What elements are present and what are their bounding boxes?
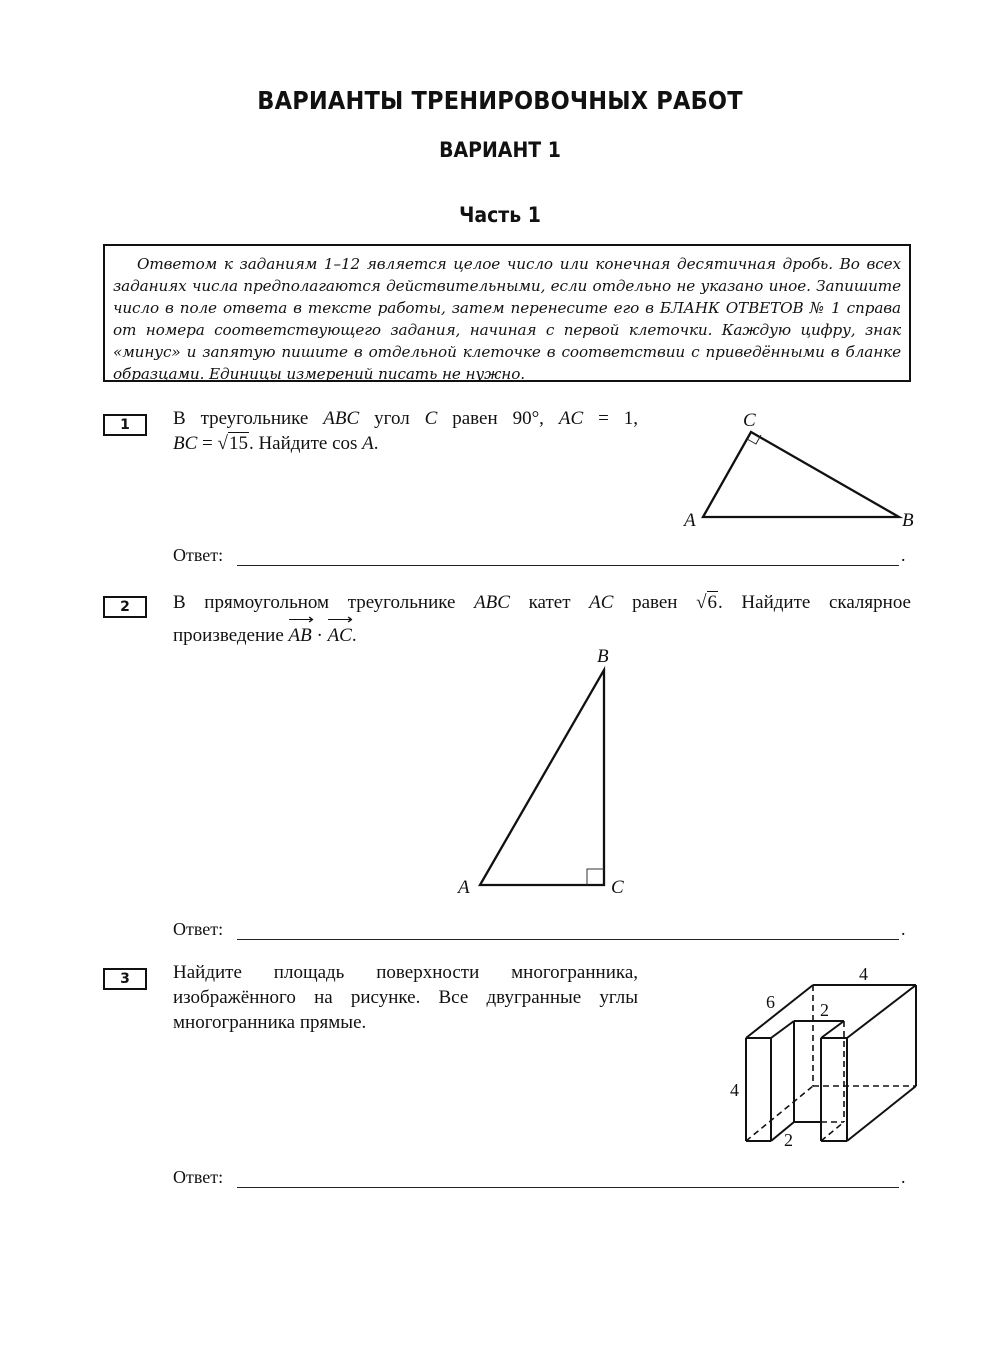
dim-label-height: 4 [730,1080,739,1100]
dim-label-depth: 6 [766,992,775,1012]
task-1-answer: Ответ: . [173,545,906,565]
vertex-label-c: C [611,877,624,898]
task-2-text: В прямоугольном треугольнике ABC катет AC равен √6. Найдите скалярное произведение ⟶ AB · ⟶ AC. [173,590,913,648]
answer-label: Ответ: [173,1167,224,1187]
vertex-label-b: B [597,646,609,667]
task-number-3: 3 [103,968,147,990]
variant-heading: ВАРИАНТ 1 [439,138,561,162]
vertex-label-a: A [458,877,470,898]
task-2-triangle-figure [440,640,640,900]
part-heading: Часть 1 [459,203,541,227]
task-1-triangle-figure [670,400,930,540]
answer-label: Ответ: [173,919,224,939]
task-number-1: 1 [103,414,147,436]
task-3-answer: Ответ: . [173,1167,906,1187]
answer-input-line-1[interactable] [237,565,899,566]
dim-label-slot-width: 2 [820,1000,829,1020]
task-3-polyhedron-figure [720,960,930,1150]
instructions-text: Ответом к заданиям 1–12 является целое число или конечная десятичная дробь. Во всех заданиях числа предполагаются действительными, если отдельно не указано иное. Запишите число в поле ответа в тексте работы, затем перенесите его в БЛАНК ОТВЕТОВ № 1 справа от номера соответствующего задания, начиная с первой клеточки. Каждую цифру, знак «минус» и запятую пишите в отдельной клеточке в соответствии с приведёнными в бланке образцами. Единицы измерений писать не нужно. [113,255,901,383]
answer-input-line-3[interactable] [237,1187,899,1188]
instructions-box [103,244,911,382]
vector-ab: ⟶ AB [289,623,312,648]
vertex-label-c: C [743,410,756,431]
vertex-label-a: A [684,510,696,531]
answer-input-line-2[interactable] [237,939,899,940]
dim-label-top-width: 4 [859,964,868,984]
answer-label: Ответ: [173,545,224,565]
task-number-2: 2 [103,596,147,618]
vertex-label-b: B [902,510,914,531]
page-title: ВАРИАНТЫ ТРЕНИРОВОЧНЫХ РАБОТ [257,86,743,115]
task-1-text: В треугольнике ABC угол C равен 90°, AC = 1, BC = √15. Найдите cos A. [173,408,638,454]
vector-ac: ⟶ AC [328,623,352,648]
task-3-text: Найдите площадь поверхности многогранника, изображённого на рисунке. Все двугранные углы многогранника прямые. [173,962,638,1033]
dim-label-slot-bottom: 2 [784,1130,793,1150]
task-2-answer: Ответ: . [173,919,906,939]
